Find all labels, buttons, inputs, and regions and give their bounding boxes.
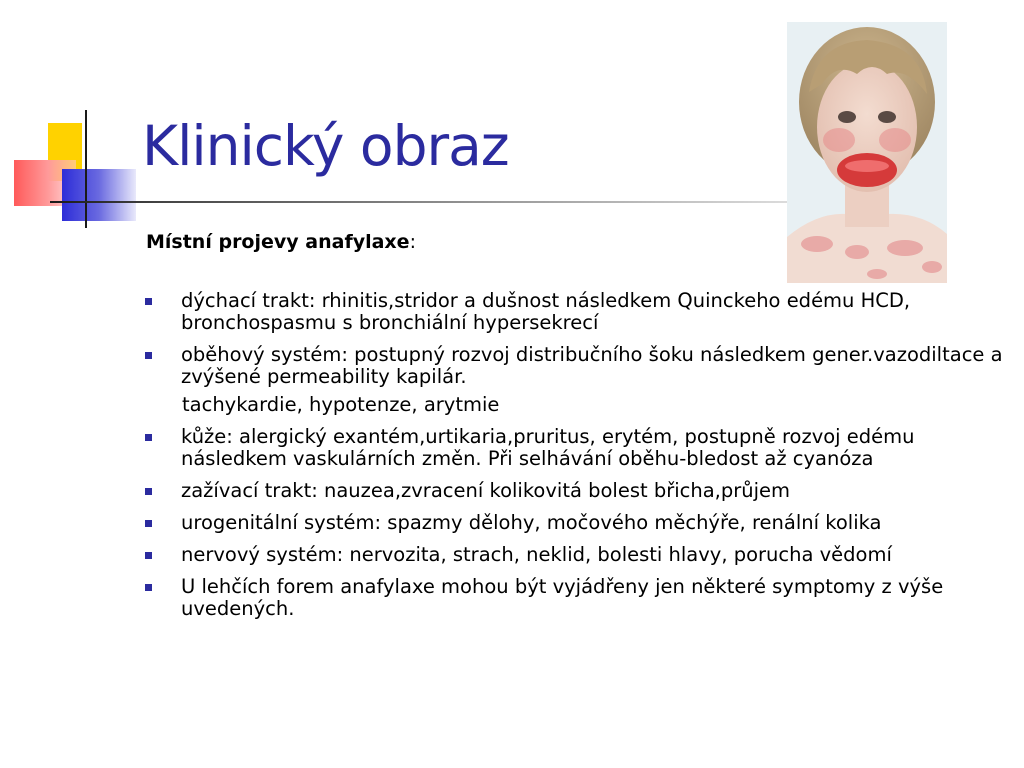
list-item-text: urogenitální systém: spazmy dělohy, močového měchýře, renální kolika — [181, 511, 882, 534]
bullet-square-icon — [145, 552, 152, 559]
list-item-text: tachykardie, hypotenze, arytmie — [182, 393, 500, 416]
subheading-bold-text: Místní projevy anafylaxe — [146, 231, 410, 253]
bullet-square-icon — [145, 584, 152, 591]
list-item-text: dýchací trakt: rhinitis,stridor a dušnost následkem Quinckeho edému HCD, bronchospasmu s bronchiální hypersekrecí — [181, 289, 911, 334]
slide-title: Klinický obraz — [142, 114, 509, 178]
horizontal-rule — [50, 201, 790, 203]
list-item-continuation — [143, 394, 1003, 416]
child-allergic-reaction-photo — [787, 22, 947, 283]
symptom-list — [143, 290, 1003, 630]
bullet-square-icon — [145, 520, 152, 527]
bullet-square-icon — [145, 434, 152, 441]
list-item-text: zažívací trakt: nauzea,zvracení kolikovitá bolest břicha,průjem — [181, 479, 791, 502]
bullet-square-icon — [145, 352, 152, 359]
vertical-rule — [85, 110, 87, 228]
blue-square-decoration — [62, 169, 136, 221]
list-item — [143, 344, 1003, 388]
list-item — [143, 576, 1003, 620]
list-item-text: kůže: alergický exantém,urtikaria,pruritus, erytém, postupně rozvoj edému následkem vaskulárních změn. Při selhávání oběhu-bledost až cyanóza — [181, 425, 915, 470]
list-item — [143, 290, 1003, 334]
list-item — [143, 512, 1003, 534]
bullet-square-icon — [145, 488, 152, 495]
bullet-square-icon — [145, 298, 152, 305]
list-item-text: U lehčích forem anafylaxe mohou být vyjádřeny jen některé symptomy z výše uvedených. — [181, 575, 944, 620]
list-item-text: oběhový systém: postupný rozvoj distribučního šoku následkem gener.vazodiltace a zvýšené permeability kapilár. — [181, 343, 1003, 388]
list-item-text: nervový systém: nervozita, strach, neklid, bolesti hlavy, porucha vědomí — [181, 543, 892, 566]
subheading-colon: : — [409, 231, 416, 253]
list-item — [143, 426, 1003, 470]
section-subheading — [146, 230, 416, 254]
list-item — [143, 480, 1003, 502]
list-item — [143, 544, 1003, 566]
